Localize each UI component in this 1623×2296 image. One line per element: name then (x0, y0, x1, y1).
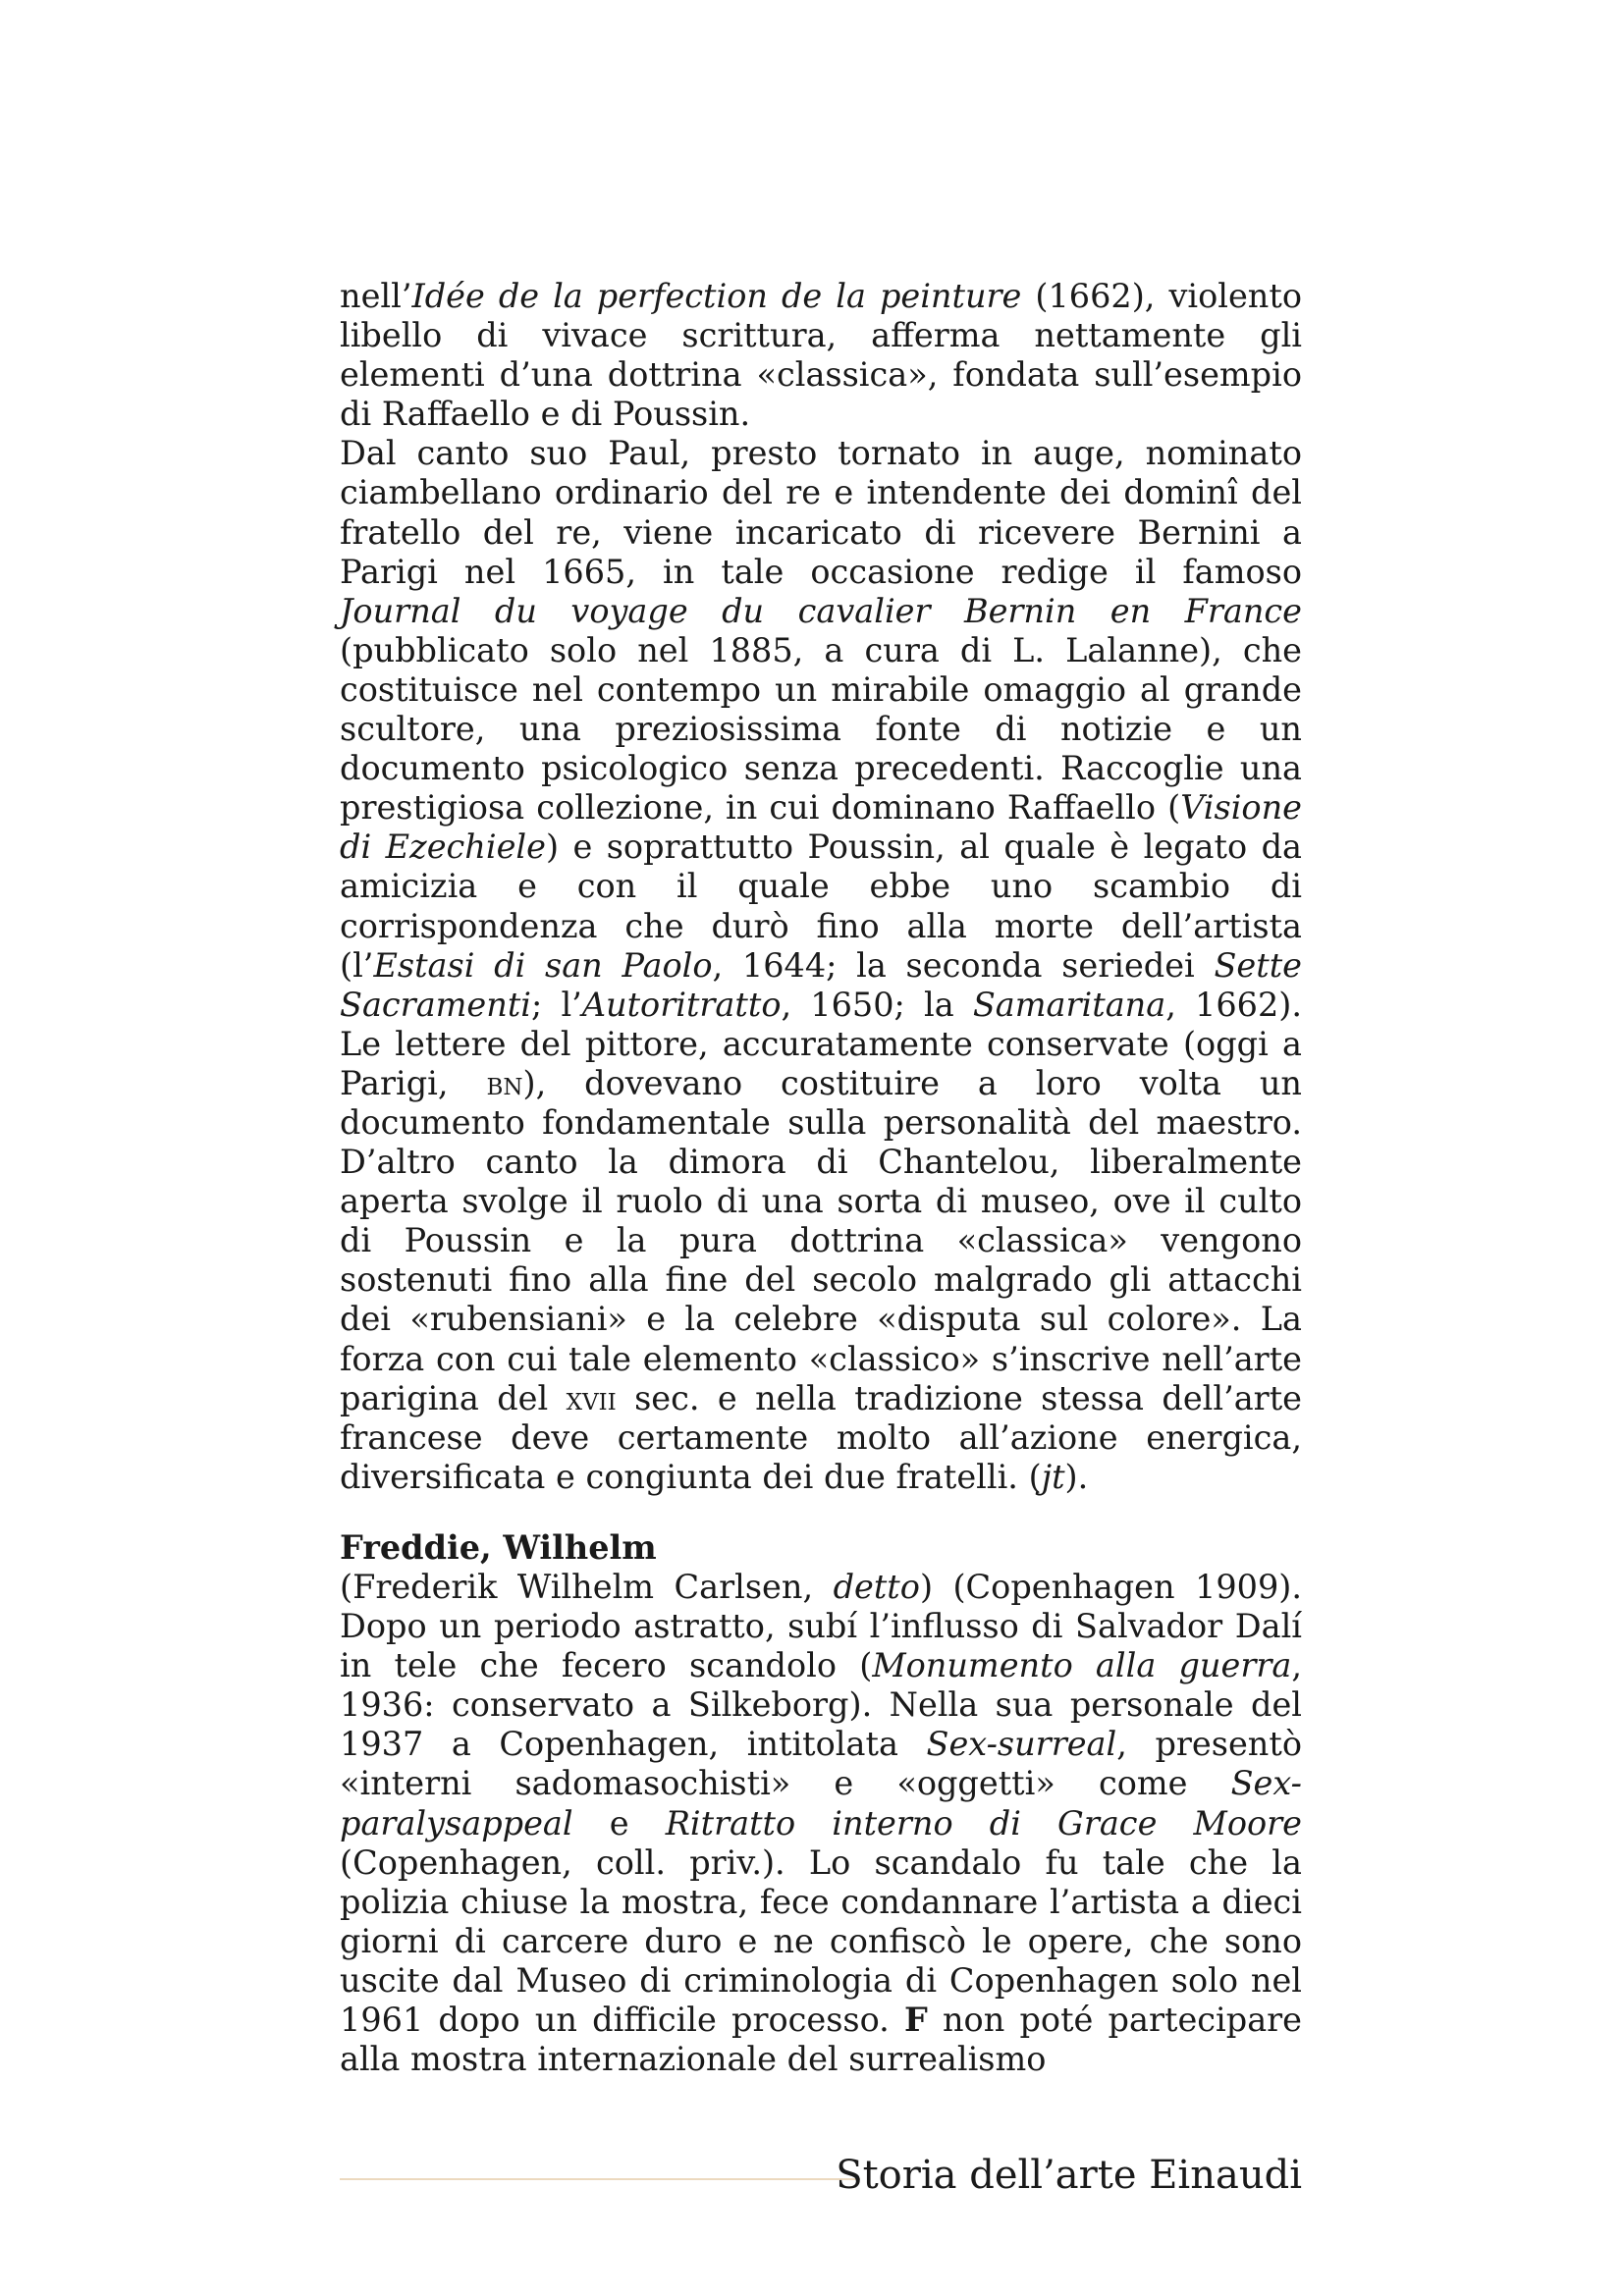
text-run: ), dovevano costituire a loro volta un documento fondamentale sulla personalità del maestro. D’altro canto la dimora di Chantelou, liberalmente aperta svolge il ruolo di una sorta di museo, ove il culto di Poussin e la pura dottrina «classica» vengono sostenuti fino alla fine del secolo malgrado gli attacchi dei «rubensiani» e la celebre «disputa sul colore». La forza con cui tale elemento «classico» s’inscrive nell’arte parigina del (340, 1063, 1303, 1417)
text-run: ) e soprattutto Poussin, al quale è legato da amicizia e con il quale ebbe uno scambio di corrispondenza che durò fino alla morte dell’artista (l’ (340, 828, 1303, 985)
italic-title: Samaritana (972, 985, 1166, 1024)
italic-term: detto (833, 1568, 920, 1606)
text-run: nell’ (340, 277, 412, 315)
small-caps-abbreviation: bn (486, 1063, 523, 1102)
text-run: (pubblicato solo nel 1885, a cura di L. Lalanne), che costituisce nel contempo un mirabile omaggio al grande scultore, una preziosissima fonte di notizie e un documento psicologico senza precedenti. Raccoglie una prestigiosa collezione, in cui dominano Raffaello ( (340, 630, 1302, 828)
italic-title: Sex-paralysappeal (340, 1764, 1302, 1842)
text-run: , 1662). Le lettere del pittore, accuratamente conservate (oggi a Parigi, (340, 985, 1302, 1102)
text-run: , 1644; la seconda seriedei (712, 945, 1215, 985)
text-run: (Copenhagen, coll. priv.). Lo scandalo fu tale che la polizia chiuse la mostra, fece condannare l’artista a dieci giorni di carcere duro e ne confiscò le opere, che sono uscite dal Museo di criminologia di Copenhagen solo nel 1961 dopo un difficile processo. (340, 1842, 1302, 2040)
author-initials: jt (1041, 1457, 1065, 1496)
text-run: (1662), violento libello di vivace scrittura, afferma nettamente gli elementi d’una dottrina «classica», fondata sull’esempio di Raffaello e di Poussin. (340, 277, 1302, 434)
italic-title: Visione di Ezechiele (340, 788, 1302, 867)
italic-title: Idée de la perfection de la peinture (411, 277, 1022, 315)
italic-title: Sette Sacramenti (340, 945, 1302, 1024)
text-run: non poté partecipare alla mostra internazionale del surrealismo (340, 2001, 1302, 2079)
text-run: , 1936: conservato a Silkeborg). Nella sua personale del 1937 a Copenhagen, intitolata (340, 1646, 1302, 1764)
italic-title: Journal du voyage du cavalier Bernin en France (340, 591, 1302, 630)
footer-title: Storia dell’arte Einaudi (836, 2153, 1302, 2198)
entry-heading: Freddie, Wilhelm (340, 1527, 657, 1567)
text-run: ; l’ (531, 985, 582, 1024)
paragraph-paul (340, 434, 1302, 1497)
paragraph-freddie (340, 1568, 1302, 2079)
italic-title: Autoritratto (581, 985, 782, 1024)
text-run: Dal canto suo Paul, presto tornato in auge, nominato ciambellano ordinario del re e intendente dei dominî del fratello del re, viene incaricato di ricevere Bernini a Parigi nel 1665, in tale occasione redige il famoso (340, 434, 1302, 591)
text-run: ). (1064, 1457, 1089, 1496)
small-caps-century: xvii (566, 1378, 617, 1417)
text-run: , presentò «interni sadomasochisti» e «oggetti» come (340, 1725, 1302, 1803)
article-body (340, 277, 1302, 2079)
italic-title: Estasi di san Paolo (373, 945, 713, 985)
text-run: , 1650; la (781, 985, 973, 1024)
text-run: e (572, 1803, 666, 1842)
italic-title: Monumento alla guerra (872, 1646, 1292, 1685)
italic-title: Sex-surreal (926, 1725, 1117, 1764)
italic-title: Ritratto interno di Grace Moore (665, 1803, 1302, 1842)
footer-rule (340, 2178, 860, 2180)
text-run: sec. e nella tradizione stessa dell’arte francese deve certamente molto all’azione energica, diversificata e congiunta dei due fratelli. ( (340, 1378, 1302, 1496)
paragraph-idee (340, 277, 1302, 434)
text-run: ) (Copenhagen 1909). Dopo un periodo astratto, subí l’influsso di Salvador Dalí in tele che fecero scandolo ( (340, 1568, 1303, 1685)
text-run: (Frederik Wilhelm Carlsen, (340, 1568, 834, 1606)
bold-initial: F (904, 2001, 928, 2040)
